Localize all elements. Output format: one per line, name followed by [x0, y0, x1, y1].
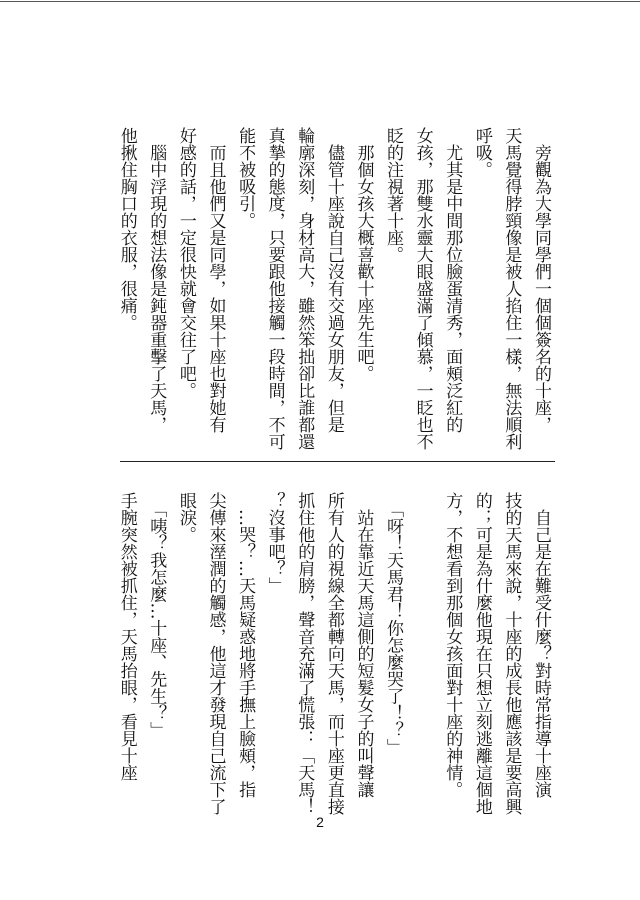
top-rule	[0, 1, 640, 2]
text-column: 「呀！天馬君！你怎麼哭了！？」	[383, 492, 404, 756]
text-column: 呼吸。	[471, 127, 492, 178]
text-column: 天馬覺得脖頸像是被人掐住一樣，無法順利	[501, 127, 522, 450]
section-divider	[120, 461, 555, 462]
page-number: 2	[316, 814, 324, 830]
text-column: 尤其是中間那位臉蛋清秀，面頰泛紅的	[442, 127, 463, 433]
text-column: 眨的注視著十座。	[383, 127, 404, 263]
lower-text-block	[111, 492, 555, 822]
blank-line	[407, 492, 437, 822]
text-column: 儘管十座說自己沒有交過女朋友，但是	[323, 127, 344, 433]
text-column: 手腕突然被抓住，天馬抬眼，看見十座	[116, 492, 137, 781]
text-column: 抓住他的肩膀，聲音充滿了慌張：「天馬！	[294, 492, 315, 815]
text-column: …哭？…天馬疑惑地將手撫上臉頰，指	[235, 492, 256, 798]
text-column: 「咦？我怎麼…十座、先生？」	[146, 492, 167, 739]
text-column: 方，不想看到那個女孩面對十座的神情。	[442, 492, 463, 798]
text-column: 真摯的態度，只要跟他接觸一段時間，不可	[264, 127, 285, 450]
text-column: 他揪住胸口的衣服，很痛。	[116, 127, 137, 331]
text-column: 站在靠近天馬這側的短髮女子的叫聲讓	[353, 492, 374, 798]
text-column: 女孩，那雙水靈大眼盛滿了傾慕，一眨也不	[412, 127, 433, 450]
text-column: 那個女孩大概喜歡十座先生吧。	[353, 127, 374, 382]
text-column: 旁觀為大學同學們一個個簽名的十座，	[531, 127, 551, 433]
text-column: 腦中浮現的想法像是鈍器重擊了天馬，	[146, 127, 167, 433]
text-column: 輪廓深刻，身材高大，雖然笨拙卻比誰都還	[294, 127, 315, 450]
text-column: 眼淚。	[175, 492, 196, 543]
text-column: 的；可是為什麼他現在只想立刻逃離這個地	[471, 492, 492, 815]
text-column: ？沒事吧？」	[264, 492, 285, 594]
text-column: 尖傳來溼潤的觸感，他這才發現自己流下了	[205, 492, 226, 815]
upper-text-block	[111, 127, 555, 457]
text-column: 自己是在難受什麼？對時常指導十座演	[531, 492, 551, 798]
text-column: 所有人的視線全都轉向天馬，而十座更直接	[323, 492, 344, 815]
text-column: 技的天馬來說，十座的成長他應該是要高興	[501, 492, 522, 815]
text-column: 而且他們又是同學，如果十座也對她有	[205, 127, 226, 433]
text-column: 能不被吸引。	[235, 127, 256, 229]
text-column: 好感的話，一定很快就會交往了吧。	[175, 127, 196, 399]
